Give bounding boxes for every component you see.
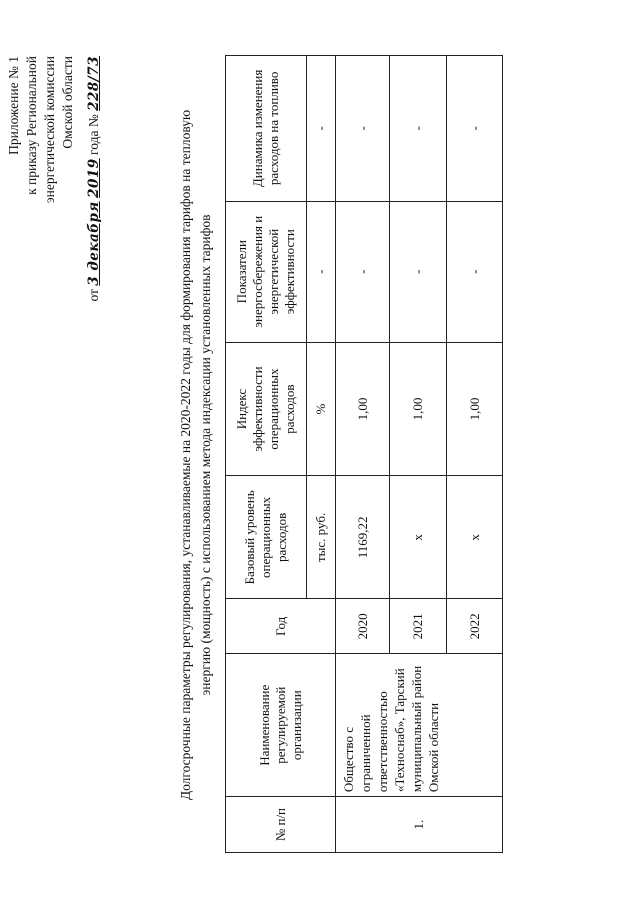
unit-energy: - bbox=[307, 201, 336, 342]
order-year-suffix: года № bbox=[86, 114, 101, 155]
header-year: Год bbox=[226, 599, 336, 654]
header-name: Наименование регулируемой организации bbox=[226, 654, 336, 797]
base-cell: х bbox=[390, 476, 447, 599]
title-line-2: энергию (мощность) с использованием метода индексации установленных тарифов bbox=[198, 214, 213, 696]
header-energy: Показатели энергосбережения и энергетической эффективности bbox=[226, 201, 307, 342]
order-date-handwritten: 3 декабря bbox=[86, 201, 102, 286]
energy-cell: - bbox=[336, 201, 390, 342]
annex-number: Приложение № 1 bbox=[6, 56, 21, 155]
index-cell: 1,00 bbox=[390, 342, 447, 476]
table-row bbox=[336, 56, 390, 853]
fuel-cell: - bbox=[336, 56, 390, 202]
title-line-1: Долгосрочные параметры регулирования, устанавливаемые на 2020-2022 годы для формирования тарифов на тепловую bbox=[178, 109, 193, 801]
energy-cell: - bbox=[390, 201, 447, 342]
unit-fuel: - bbox=[307, 56, 336, 202]
table-header-row bbox=[226, 56, 307, 853]
year-cell: 2021 bbox=[390, 599, 447, 654]
base-cell: 1169,22 bbox=[336, 476, 390, 599]
header-base: Базовый уровень операционных расходов bbox=[226, 476, 307, 599]
order-year-handwritten: 2019 bbox=[86, 158, 102, 198]
header-index: Индекс эффективности операционных расходов bbox=[226, 342, 307, 476]
year-cell: 2020 bbox=[336, 599, 390, 654]
organization-name: Общество с ограниченной ответственностью «Техноснаб», Тарский муниципальный район Омской области bbox=[336, 654, 503, 797]
header-num: № п/п bbox=[226, 797, 336, 853]
year-cell: 2022 bbox=[447, 599, 503, 654]
order-from-label: от bbox=[86, 289, 101, 302]
annex-region: Омской области bbox=[60, 56, 75, 149]
row-number: 1. bbox=[336, 797, 503, 853]
fuel-cell: - bbox=[390, 56, 447, 202]
header-fuel: Динамика изменения расходов на топливо bbox=[226, 56, 307, 202]
order-date-line bbox=[84, 56, 104, 302]
annex-commission: энергетической комиссии bbox=[42, 56, 57, 204]
energy-cell: - bbox=[447, 201, 503, 342]
unit-index: % bbox=[307, 342, 336, 476]
index-cell: 1,00 bbox=[336, 342, 390, 476]
parameters-table bbox=[225, 55, 503, 853]
base-cell: х bbox=[447, 476, 503, 599]
unit-base: тыс. руб. bbox=[307, 476, 336, 599]
fuel-cell: - bbox=[447, 56, 503, 202]
index-cell: 1,00 bbox=[447, 342, 503, 476]
annex-header bbox=[0, 0, 110, 905]
document-title bbox=[176, 55, 216, 855]
annex-order-ref: к приказу Региональной bbox=[24, 56, 39, 195]
order-number-handwritten: 228/73 bbox=[86, 56, 102, 111]
